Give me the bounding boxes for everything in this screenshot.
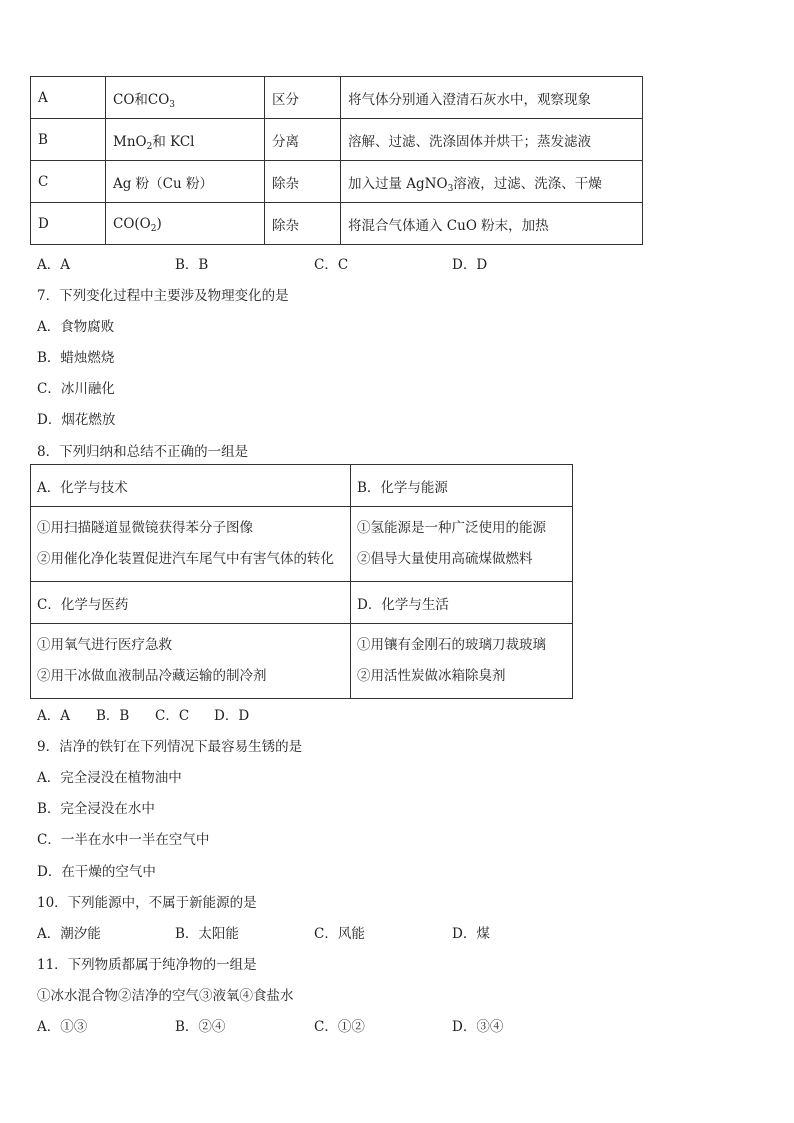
method-cell: 溶解、过滤、洗涤固体并烘干；蒸发滤液 <box>341 119 643 161</box>
method-cell: 将气体分别通入澄清石灰水中，观察现象 <box>341 77 643 119</box>
q11-option-a: A．①③ <box>37 1019 88 1035</box>
purpose-cell: 除杂 <box>265 161 341 203</box>
row-letter: B <box>31 119 106 161</box>
comparison-table <box>30 76 643 245</box>
question-7-stem: 7．下列变化过程中主要涉及物理变化的是 <box>37 288 289 304</box>
row-letter: A <box>31 77 106 119</box>
option-b: B．B <box>175 257 209 273</box>
question-10-stem: 10．下列能源中，不属于新能源的是 <box>37 895 257 911</box>
question-8-stem: 8．下列归纳和总结不正确的一组是 <box>37 444 249 460</box>
category-content-d: ①用镶有金刚石的玻璃刀裁玻璃 ②用活性炭做冰箱除臭剂 <box>351 624 573 699</box>
purpose-cell: 区分 <box>265 77 341 119</box>
table-row <box>31 161 643 203</box>
q9-option-a: A．完全浸没在植物油中 <box>37 770 182 786</box>
q9-option-b: B．完全浸没在水中 <box>37 801 155 817</box>
question-11-stem: 11．下列物质都属于纯净物的一组是 <box>37 957 257 973</box>
method-cell: 将混合气体通入 CuO 粉末，加热 <box>341 203 643 245</box>
category-header-a: A．化学与技术 <box>31 465 351 507</box>
q9-option-d: D．在干燥的空气中 <box>37 864 156 880</box>
q11-option-c: C．①② <box>314 1019 365 1035</box>
table-row <box>31 624 573 699</box>
table-row <box>31 582 573 624</box>
substance-cell: $CO(O_2)$ <box>106 203 265 245</box>
option-d: D．D <box>452 257 488 273</box>
substance-cell: CO和$CO_3$ <box>106 77 265 119</box>
substance-cell: Ag 粉（Cu 粉） <box>106 161 265 203</box>
q10-option-b: B．太阳能 <box>175 926 239 942</box>
category-header-b: B．化学与能源 <box>351 465 573 507</box>
table-row <box>31 119 643 161</box>
q11-option-d: D．③④ <box>452 1019 504 1035</box>
table-row <box>31 507 573 582</box>
q11-items: ①冰水混合物②洁净的空气③液氧④食盐水 <box>37 988 294 1004</box>
question-9-stem: 9．洁净的铁钉在下列情况下最容易生锈的是 <box>37 739 303 755</box>
row-letter: C <box>31 161 106 203</box>
substance-cell: MnO$_2$和 KCl <box>106 119 265 161</box>
q8-option-c: C．C <box>155 708 190 724</box>
category-header-d: D．化学与生活 <box>351 582 573 624</box>
q10-option-a: A．潮汐能 <box>37 926 101 942</box>
category-header-c: C．化学与医药 <box>31 582 351 624</box>
method-cell: 加入过量 AgNO$_3$溶液，过滤、洗涤、干燥 <box>341 161 643 203</box>
q8-option-a: A．A <box>37 708 70 724</box>
purpose-cell: 分离 <box>265 119 341 161</box>
table-row <box>31 77 643 119</box>
option-c: C．C <box>314 257 349 273</box>
row-letter: D <box>31 203 106 245</box>
category-content-b: ①氢能源是一种广泛使用的能源 ②倡导大量使用高硫煤做燃料 <box>351 507 573 582</box>
option-a: A．A <box>37 257 70 273</box>
table-row <box>31 465 573 507</box>
q10-option-d: D．煤 <box>452 926 490 942</box>
q7-option-c: C．冰川融化 <box>37 381 115 397</box>
q7-option-b: B．蜡烛燃烧 <box>37 350 115 366</box>
q7-option-a: A．食物腐败 <box>37 319 115 335</box>
q10-option-c: C．风能 <box>314 926 365 942</box>
q7-option-d: D．烟花燃放 <box>37 412 116 428</box>
purpose-cell: 除杂 <box>265 203 341 245</box>
summary-table <box>30 464 573 699</box>
q8-option-b: B．B <box>96 708 130 724</box>
q11-option-b: B．②④ <box>175 1019 226 1035</box>
category-content-c: ①用氧气进行医疗急救 ②用干冰做血液制品冷藏运输的制冷剂 <box>31 624 351 699</box>
table-row <box>31 203 643 245</box>
q9-option-c: C．一半在水中一半在空气中 <box>37 832 210 848</box>
category-content-a: ①用扫描隧道显微镜获得苯分子图像 ②用催化净化装置促进汽车尾气中有害气体的转化 <box>31 507 351 582</box>
q8-option-d: D．D <box>214 708 250 724</box>
